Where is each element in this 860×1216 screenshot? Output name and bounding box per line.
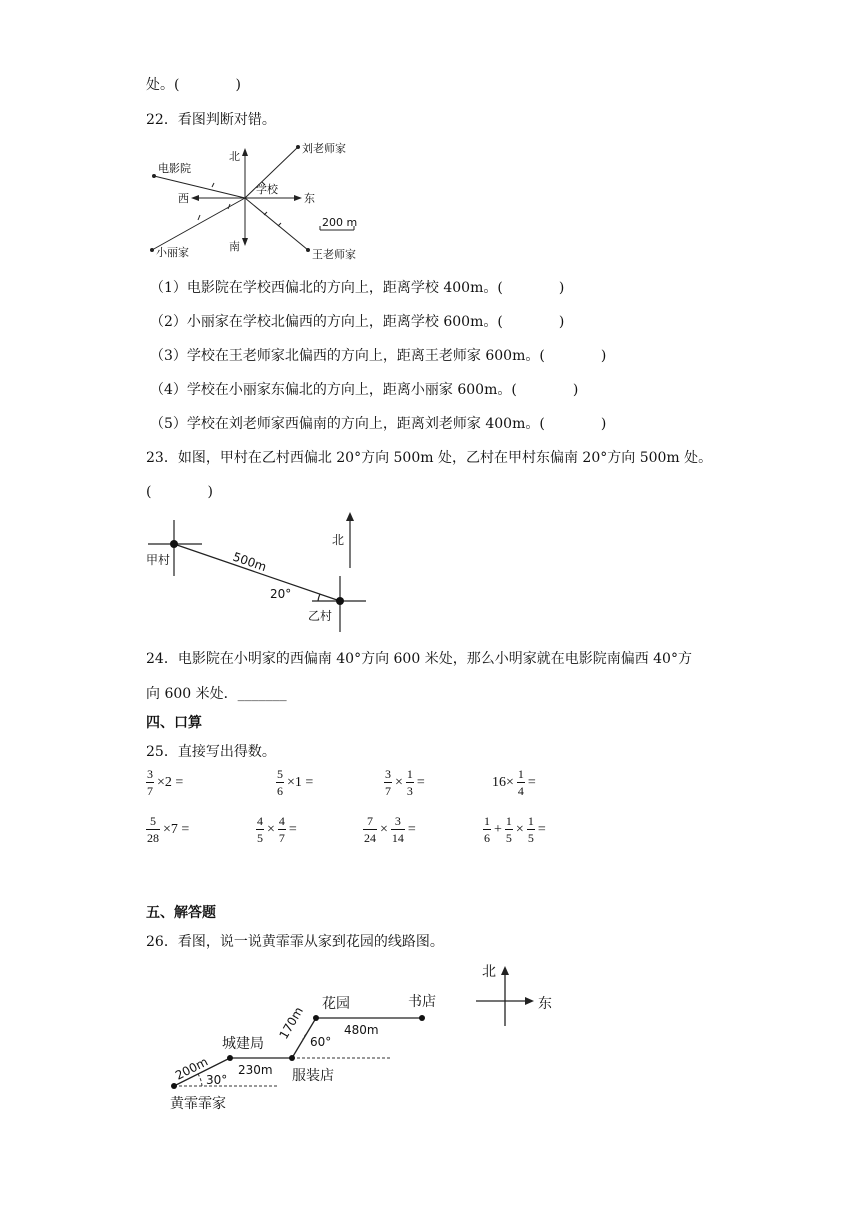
label-east: 东 (538, 996, 552, 1012)
q22-item-3: （3）学校在王老师家北偏西的方向上，距离王老师家 600m。( ) (150, 348, 607, 364)
calc-8: 1 6 + 1 5 × 1 5 = (484, 814, 546, 845)
label-garden: 花园 (322, 996, 350, 1012)
label-clothes-shop: 服装店 (292, 1068, 334, 1084)
label-north: 北 (229, 150, 240, 163)
label-bookstore: 书店 (408, 994, 436, 1010)
label-south: 南 (229, 240, 240, 253)
label-angle-20: 20° (270, 587, 292, 601)
label-north: 北 (482, 964, 496, 980)
q22-item-1: （1）电影院在学校西偏北的方向上，距离学校 400m。( ) (150, 280, 565, 296)
q24-line2: 向 600 米处．_______ (146, 686, 287, 702)
section-4-heading: 四、口算 (146, 715, 202, 731)
label-cinema: 电影院 (158, 162, 191, 175)
q23-village-diagram (140, 508, 380, 648)
label-wang-home: 王老师家 (312, 248, 356, 261)
label-angle-30: 30° (206, 1073, 228, 1087)
q21-tail: 处。( ) (146, 77, 241, 93)
label-170m: 170m (276, 1004, 306, 1042)
label-north: 北 (332, 533, 345, 547)
label-200m: 200m (173, 1054, 211, 1083)
label-west: 西 (178, 192, 189, 205)
label-liu-home: 刘老师家 (302, 142, 346, 155)
q24-line1: 24．电影院在小明家的西偏南 40°方向 600 米处，那么小明家就在电影院南偏西 40°方 (146, 651, 692, 667)
calc-7: 7 24 × 3 14 = (364, 814, 416, 845)
label-school: 学校 (256, 183, 278, 196)
calc-1: 3 7 ×2 = (147, 767, 184, 798)
label-480m: 480m (344, 1023, 379, 1037)
section-5-heading: 五、解答题 (146, 905, 216, 921)
label-230m: 230m (238, 1063, 273, 1077)
q26-route-diagram (160, 956, 580, 1121)
calc-5: 5 28 ×7 = (147, 814, 190, 845)
q22-title: 22．看图判断对错。 (146, 112, 276, 128)
q22-item-2: （2）小丽家在学校北偏西的方向上，距离学校 600m。( ) (150, 314, 565, 330)
label-jia-village: 甲村 (146, 553, 171, 567)
label-home: 黄霏霏家 (170, 1096, 226, 1112)
calc-4: 16× 1 4 = (492, 767, 536, 798)
label-xiaoli-home: 小丽家 (156, 246, 189, 259)
label-distance-500m: 500m (231, 549, 269, 575)
label-east: 东 (304, 192, 315, 205)
calc-3: 3 7 × 1 3 = (385, 767, 425, 798)
q22-direction-diagram (140, 138, 370, 264)
q23-answer: ( ) (146, 484, 213, 500)
label-yi-village: 乙村 (308, 609, 333, 623)
label-bureau: 城建局 (222, 1036, 264, 1052)
label-scale: 200 m (322, 216, 358, 229)
calc-2: 5 6 ×1 = (277, 767, 314, 798)
q25-title: 25．直接写出得数。 (146, 744, 276, 760)
q22-item-5: （5）学校在刘老师家西偏南的方向上，距离刘老师家 400m。( ) (150, 416, 607, 432)
calc-6: 4 5 × 4 7 = (257, 814, 297, 845)
label-angle-60: 60° (310, 1035, 332, 1049)
q26-title: 26．看图，说一说黄霏霏从家到花园的线路图。 (146, 934, 444, 950)
q22-item-4: （4）学校在小丽家东偏北的方向上，距离小丽家 600m。( ) (150, 382, 579, 398)
q23-title: 23．如图，甲村在乙村西偏北 20°方向 500m 处，乙村在甲村东偏南 20°方向 500m 处。 (146, 450, 713, 466)
